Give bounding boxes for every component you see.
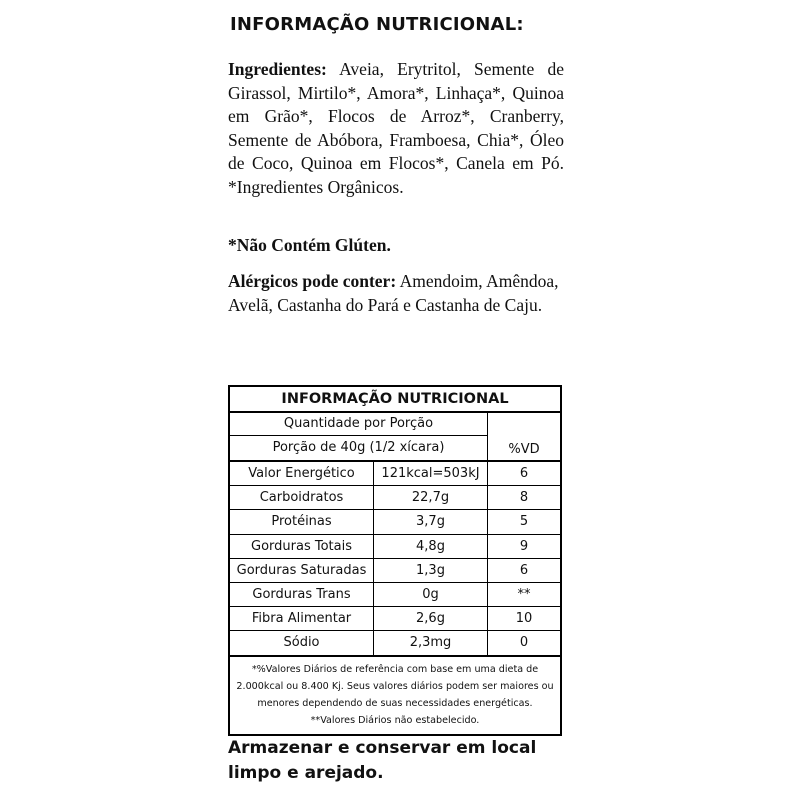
- nutrition-table: [228, 385, 562, 736]
- nutrient-name: Gorduras Saturadas: [230, 559, 374, 582]
- nutrient-name: Valor Energético: [230, 462, 374, 485]
- nutrient-vd: **: [517, 586, 531, 602]
- portion-label: Porção de 40g (1/2 xícara): [272, 440, 445, 455]
- table-header: [230, 413, 560, 462]
- nutrient-name: Gorduras Trans: [230, 583, 374, 606]
- table-row: [230, 607, 560, 631]
- nutrient-name: Gorduras Totais: [230, 535, 374, 558]
- nutrient-amount: 4,8g: [374, 535, 488, 558]
- table-body: [230, 462, 560, 657]
- allergens-paragraph: [228, 270, 564, 317]
- table-footnote: *%Valores Diários de referência com base em uma dieta de 2.000kcal ou 8.400 Kj. Seus valores diários podem ser maiores ou menores dependendo de suas necessidades energéticas. **Valores Diários não estabelecido.: [236, 663, 554, 726]
- nutrient-vd: 10: [515, 611, 533, 627]
- table-row: [230, 583, 560, 607]
- ingredients-text: Aveia, Erytritol, Semente de Girassol, Mirtilo*, Amora*, Linhaça*, Quinoa em Grão*, Flocos de Arroz*, Cranberry, Semente de Abóbora, Framboesa, Chia*, Óleo de Coco, Quinoa em Flocos*, Canela em Pó. *Ingredientes Orgânicos.: [228, 59, 564, 197]
- allergens-text: Amendoim, Amêndoa, Avelã, Castanha do Pará e Castanha de Caju.: [228, 271, 559, 315]
- nutrient-name: Fibra Alimentar: [230, 607, 374, 630]
- vd-header: %VD: [508, 442, 540, 457]
- nutrient-amount: 22,7g: [374, 486, 488, 509]
- nutrient-amount: 121kcal=503kJ: [374, 462, 488, 485]
- nutrient-amount: 1,3g: [374, 559, 488, 582]
- nutrient-name: Protéinas: [230, 510, 374, 533]
- nutrient-name: Sódio: [230, 631, 374, 654]
- nutrient-vd: 9: [519, 538, 529, 554]
- table-row: [230, 462, 560, 486]
- nutrient-vd: 8: [519, 490, 529, 506]
- table-row: [230, 486, 560, 510]
- ingredients-paragraph: [228, 58, 564, 199]
- table-row: [230, 535, 560, 559]
- table-title: INFORMAÇÃO NUTRICIONAL: [230, 387, 560, 413]
- gluten-notice: *Não Contém Glúten.: [228, 235, 391, 255]
- nutrient-vd: 6: [519, 466, 529, 481]
- table-row: [230, 510, 560, 534]
- ingredients-label: Ingredientes:: [228, 59, 327, 79]
- portion-header: [230, 413, 488, 460]
- nutrient-name: Carboidratos: [230, 486, 374, 509]
- nutrient-amount: 2,3mg: [374, 631, 488, 654]
- nutrient-vd: 0: [519, 635, 529, 651]
- table-row: [230, 631, 560, 656]
- nutrient-vd: 6: [519, 562, 529, 578]
- nutrient-amount: 3,7g: [374, 510, 488, 533]
- nutrient-amount: 2,6g: [374, 607, 488, 630]
- section-heading: INFORMAÇÃO NUTRICIONAL:: [230, 14, 524, 35]
- nutrient-vd: 5: [519, 514, 529, 530]
- table-row: [230, 559, 560, 583]
- storage-instructions: Armazenar e conservar em local limpo e arejado.: [228, 738, 537, 783]
- quantity-label: Quantidade por Porção: [230, 413, 487, 436]
- allergens-label: Alérgicos pode conter:: [228, 271, 397, 291]
- nutrient-amount: 0g: [374, 583, 488, 606]
